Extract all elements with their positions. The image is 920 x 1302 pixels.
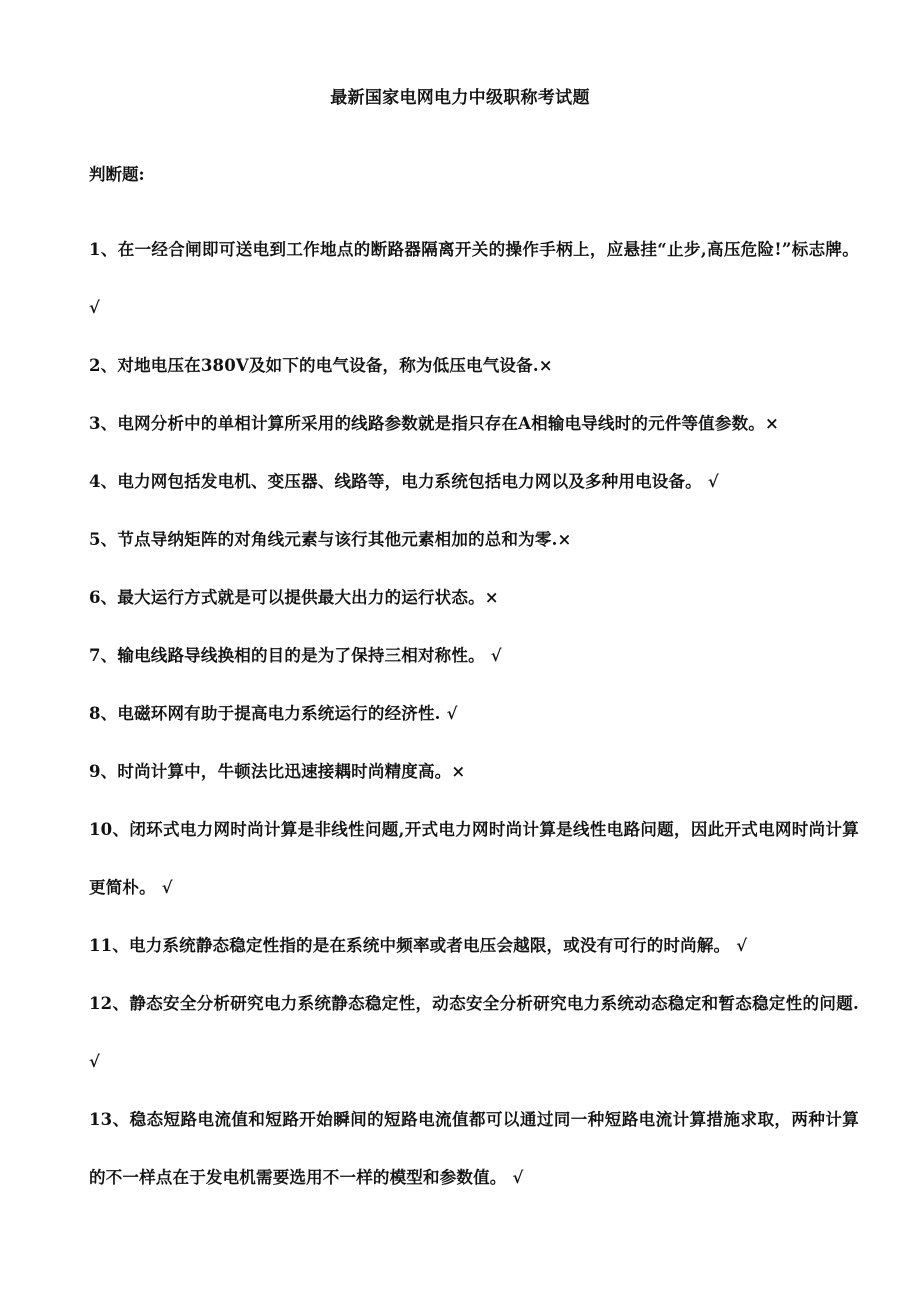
question-item: 4、电力网包括发电机、变压器、线路等，电力系统包括电力网以及多种用电设备。 √ xyxy=(89,472,719,491)
question-item: 8、电磁环网有助于提高电力系统运行的经济性. √ xyxy=(89,704,458,723)
question-item: 11、电力系统静态稳定性指的是在系统中频率或者电压会越限，或没有可行的时尚解。 √ xyxy=(89,936,748,955)
question-item: 13、稳态短路电流值和短路开始瞬间的短路电流值都可以通过同一种短路电流计算措施求取，两种计算的不一样点在于发电机需要选用不一样的模型和参数值。 √ xyxy=(89,1110,859,1187)
question-item: 7、输电线路导线换相的目的是为了保持三相对称性。 √ xyxy=(89,646,502,665)
question-item: 9、时尚计算中，牛顿法比迅速接耦时尚精度高。× xyxy=(89,762,466,781)
question-item: 2、对地电压在380V及如下的电气设备，称为低压电气设备.× xyxy=(89,356,553,375)
question-item: 6、最大运行方式就是可以提供最大出力的运行状态。× xyxy=(89,588,499,607)
section-label: 判断题: xyxy=(89,165,145,184)
question-item: 1、在一经合闸即可送电到工作地点的断路器隔离开关的操作手柄上，应悬挂“止步,高压危险!”标志牌。 √ xyxy=(89,240,859,317)
question-item: 12、静态安全分析研究电力系统静态稳定性，动态安全分析研究电力系统动态稳定和暂态稳定性的问题. √ xyxy=(89,994,859,1071)
question-item: 3、电网分析中的单相计算所采用的线路参数就是指只存在A相输电导线时的元件等值参数。× xyxy=(89,414,780,433)
document-title: 最新国家电网电力中级职称考试题 xyxy=(330,88,590,108)
question-item: 10、闭环式电力网时尚计算是非线性问题,开式电力网时尚计算是线性电路问题，因此开式电网时尚计算更简朴。 √ xyxy=(89,820,859,897)
question-item: 5、节点导纳矩阵的对角线元素与该行其他元素相加的总和为零.× xyxy=(89,530,572,549)
question-list xyxy=(89,221,859,1207)
